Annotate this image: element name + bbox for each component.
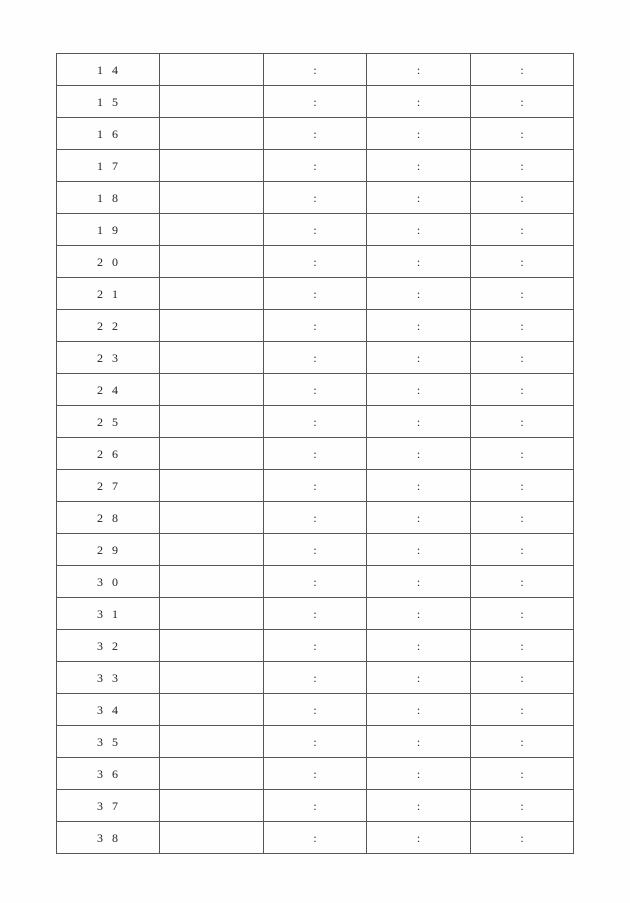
row-number-cell: 3 5: [57, 726, 160, 758]
row-number-cell: 2 6: [57, 438, 160, 470]
time-cell[interactable]: :: [264, 310, 367, 342]
time-cell[interactable]: :: [471, 630, 574, 662]
time-cell[interactable]: :: [367, 278, 471, 310]
table-row: [57, 502, 574, 534]
blank-entry-cell[interactable]: [160, 662, 264, 694]
time-cell[interactable]: :: [471, 342, 574, 374]
blank-entry-cell[interactable]: [160, 406, 264, 438]
row-number-cell: 3 0: [57, 566, 160, 598]
time-sheet: [56, 53, 573, 854]
time-cell[interactable]: :: [367, 790, 471, 822]
time-cell[interactable]: :: [471, 566, 574, 598]
time-cell[interactable]: :: [367, 822, 471, 854]
table-row: [57, 406, 574, 438]
row-number-cell: 2 5: [57, 406, 160, 438]
time-cell[interactable]: :: [264, 566, 367, 598]
time-cell[interactable]: :: [264, 470, 367, 502]
time-cell[interactable]: :: [367, 598, 471, 630]
time-cell[interactable]: :: [367, 182, 471, 214]
row-number-cell: 2 3: [57, 342, 160, 374]
table-row: [57, 534, 574, 566]
blank-entry-cell[interactable]: [160, 534, 264, 566]
row-number-cell: 3 4: [57, 694, 160, 726]
blank-entry-cell[interactable]: [160, 54, 264, 86]
row-number-cell: 1 7: [57, 150, 160, 182]
time-cell[interactable]: :: [367, 502, 471, 534]
table-row: [57, 342, 574, 374]
time-cell[interactable]: :: [471, 822, 574, 854]
row-number-cell: 1 9: [57, 214, 160, 246]
time-cell[interactable]: :: [471, 278, 574, 310]
time-cell[interactable]: :: [367, 566, 471, 598]
time-cell[interactable]: :: [471, 374, 574, 406]
table-row: [57, 470, 574, 502]
row-number-cell: 1 4: [57, 54, 160, 86]
time-cell[interactable]: :: [471, 534, 574, 566]
time-cell[interactable]: :: [264, 438, 367, 470]
table-body: [57, 54, 574, 854]
row-number-cell: 3 1: [57, 598, 160, 630]
time-cell[interactable]: :: [367, 86, 471, 118]
time-cell[interactable]: :: [264, 246, 367, 278]
row-number-cell: 2 0: [57, 246, 160, 278]
time-cell[interactable]: :: [471, 502, 574, 534]
time-cell[interactable]: :: [264, 534, 367, 566]
row-number-cell: 2 9: [57, 534, 160, 566]
time-cell[interactable]: :: [471, 182, 574, 214]
table-row: [57, 598, 574, 630]
row-number-cell: 3 8: [57, 822, 160, 854]
blank-entry-cell[interactable]: [160, 598, 264, 630]
time-cell[interactable]: :: [264, 694, 367, 726]
time-cell[interactable]: :: [471, 758, 574, 790]
row-number-cell: 3 3: [57, 662, 160, 694]
time-cell[interactable]: :: [471, 790, 574, 822]
time-cell[interactable]: :: [471, 662, 574, 694]
time-cell[interactable]: :: [264, 86, 367, 118]
blank-entry-cell[interactable]: [160, 278, 264, 310]
time-cell[interactable]: :: [264, 374, 367, 406]
time-sheet-table: [56, 53, 574, 854]
time-cell[interactable]: :: [367, 214, 471, 246]
row-number-cell: 1 5: [57, 86, 160, 118]
table-row: [57, 790, 574, 822]
blank-entry-cell[interactable]: [160, 182, 264, 214]
table-row: [57, 310, 574, 342]
time-cell[interactable]: :: [264, 214, 367, 246]
time-cell[interactable]: :: [367, 342, 471, 374]
time-cell[interactable]: :: [264, 118, 367, 150]
table-row: [57, 822, 574, 854]
blank-entry-cell[interactable]: [160, 342, 264, 374]
table-row: [57, 54, 574, 86]
blank-entry-cell[interactable]: [160, 150, 264, 182]
time-cell[interactable]: :: [471, 438, 574, 470]
row-number-cell: 1 8: [57, 182, 160, 214]
time-cell[interactable]: :: [471, 726, 574, 758]
blank-entry-cell[interactable]: [160, 438, 264, 470]
table-row: [57, 758, 574, 790]
time-cell[interactable]: :: [471, 150, 574, 182]
row-number-cell: 2 7: [57, 470, 160, 502]
row-number-cell: 3 2: [57, 630, 160, 662]
time-cell[interactable]: :: [367, 310, 471, 342]
row-number-cell: 2 2: [57, 310, 160, 342]
time-cell[interactable]: :: [471, 310, 574, 342]
time-cell[interactable]: :: [264, 406, 367, 438]
blank-entry-cell[interactable]: [160, 118, 264, 150]
blank-entry-cell[interactable]: [160, 246, 264, 278]
table-row: [57, 374, 574, 406]
time-cell[interactable]: :: [264, 278, 367, 310]
time-cell[interactable]: :: [471, 598, 574, 630]
time-cell[interactable]: :: [367, 470, 471, 502]
time-cell[interactable]: :: [471, 406, 574, 438]
blank-entry-cell[interactable]: [160, 310, 264, 342]
time-cell[interactable]: :: [264, 598, 367, 630]
blank-entry-cell[interactable]: [160, 822, 264, 854]
blank-entry-cell[interactable]: [160, 758, 264, 790]
row-number-cell: 2 8: [57, 502, 160, 534]
table-row: [57, 438, 574, 470]
blank-entry-cell[interactable]: [160, 726, 264, 758]
table-row: [57, 726, 574, 758]
time-cell[interactable]: :: [367, 406, 471, 438]
time-cell[interactable]: :: [264, 630, 367, 662]
time-cell[interactable]: :: [367, 118, 471, 150]
time-cell[interactable]: :: [264, 182, 367, 214]
table-row: [57, 214, 574, 246]
blank-entry-cell[interactable]: [160, 502, 264, 534]
blank-entry-cell[interactable]: [160, 566, 264, 598]
time-cell[interactable]: :: [264, 822, 367, 854]
table-row: [57, 566, 574, 598]
time-cell[interactable]: :: [264, 790, 367, 822]
table-row: [57, 630, 574, 662]
time-cell[interactable]: :: [471, 214, 574, 246]
blank-entry-cell[interactable]: [160, 694, 264, 726]
blank-entry-cell[interactable]: [160, 374, 264, 406]
time-cell[interactable]: :: [471, 54, 574, 86]
table-row: [57, 662, 574, 694]
row-number-cell: 2 4: [57, 374, 160, 406]
time-cell[interactable]: :: [367, 54, 471, 86]
row-number-cell: 2 1: [57, 278, 160, 310]
table-row: [57, 694, 574, 726]
time-cell[interactable]: :: [367, 246, 471, 278]
time-cell[interactable]: :: [264, 758, 367, 790]
table-row: [57, 246, 574, 278]
time-cell[interactable]: :: [264, 150, 367, 182]
row-number-cell: 3 6: [57, 758, 160, 790]
time-cell[interactable]: :: [264, 502, 367, 534]
time-cell[interactable]: :: [471, 470, 574, 502]
time-cell[interactable]: :: [367, 374, 471, 406]
blank-entry-cell[interactable]: [160, 214, 264, 246]
blank-entry-cell[interactable]: [160, 790, 264, 822]
time-cell[interactable]: :: [471, 118, 574, 150]
time-cell[interactable]: :: [264, 54, 367, 86]
time-cell[interactable]: :: [367, 438, 471, 470]
time-cell[interactable]: :: [367, 662, 471, 694]
blank-entry-cell[interactable]: [160, 470, 264, 502]
blank-entry-cell[interactable]: [160, 630, 264, 662]
row-number-cell: 3 7: [57, 790, 160, 822]
table-row: [57, 150, 574, 182]
time-cell[interactable]: :: [264, 726, 367, 758]
blank-entry-cell[interactable]: [160, 86, 264, 118]
time-cell[interactable]: :: [367, 694, 471, 726]
time-cell[interactable]: :: [471, 246, 574, 278]
table-row: [57, 118, 574, 150]
time-cell[interactable]: :: [367, 534, 471, 566]
table-row: [57, 86, 574, 118]
time-cell[interactable]: :: [471, 694, 574, 726]
time-cell[interactable]: :: [367, 758, 471, 790]
time-cell[interactable]: :: [367, 630, 471, 662]
time-cell[interactable]: :: [264, 342, 367, 374]
time-cell[interactable]: :: [367, 150, 471, 182]
time-cell[interactable]: :: [264, 662, 367, 694]
table-row: [57, 278, 574, 310]
time-cell[interactable]: :: [367, 726, 471, 758]
time-cell[interactable]: :: [471, 86, 574, 118]
table-row: [57, 182, 574, 214]
row-number-cell: 1 6: [57, 118, 160, 150]
